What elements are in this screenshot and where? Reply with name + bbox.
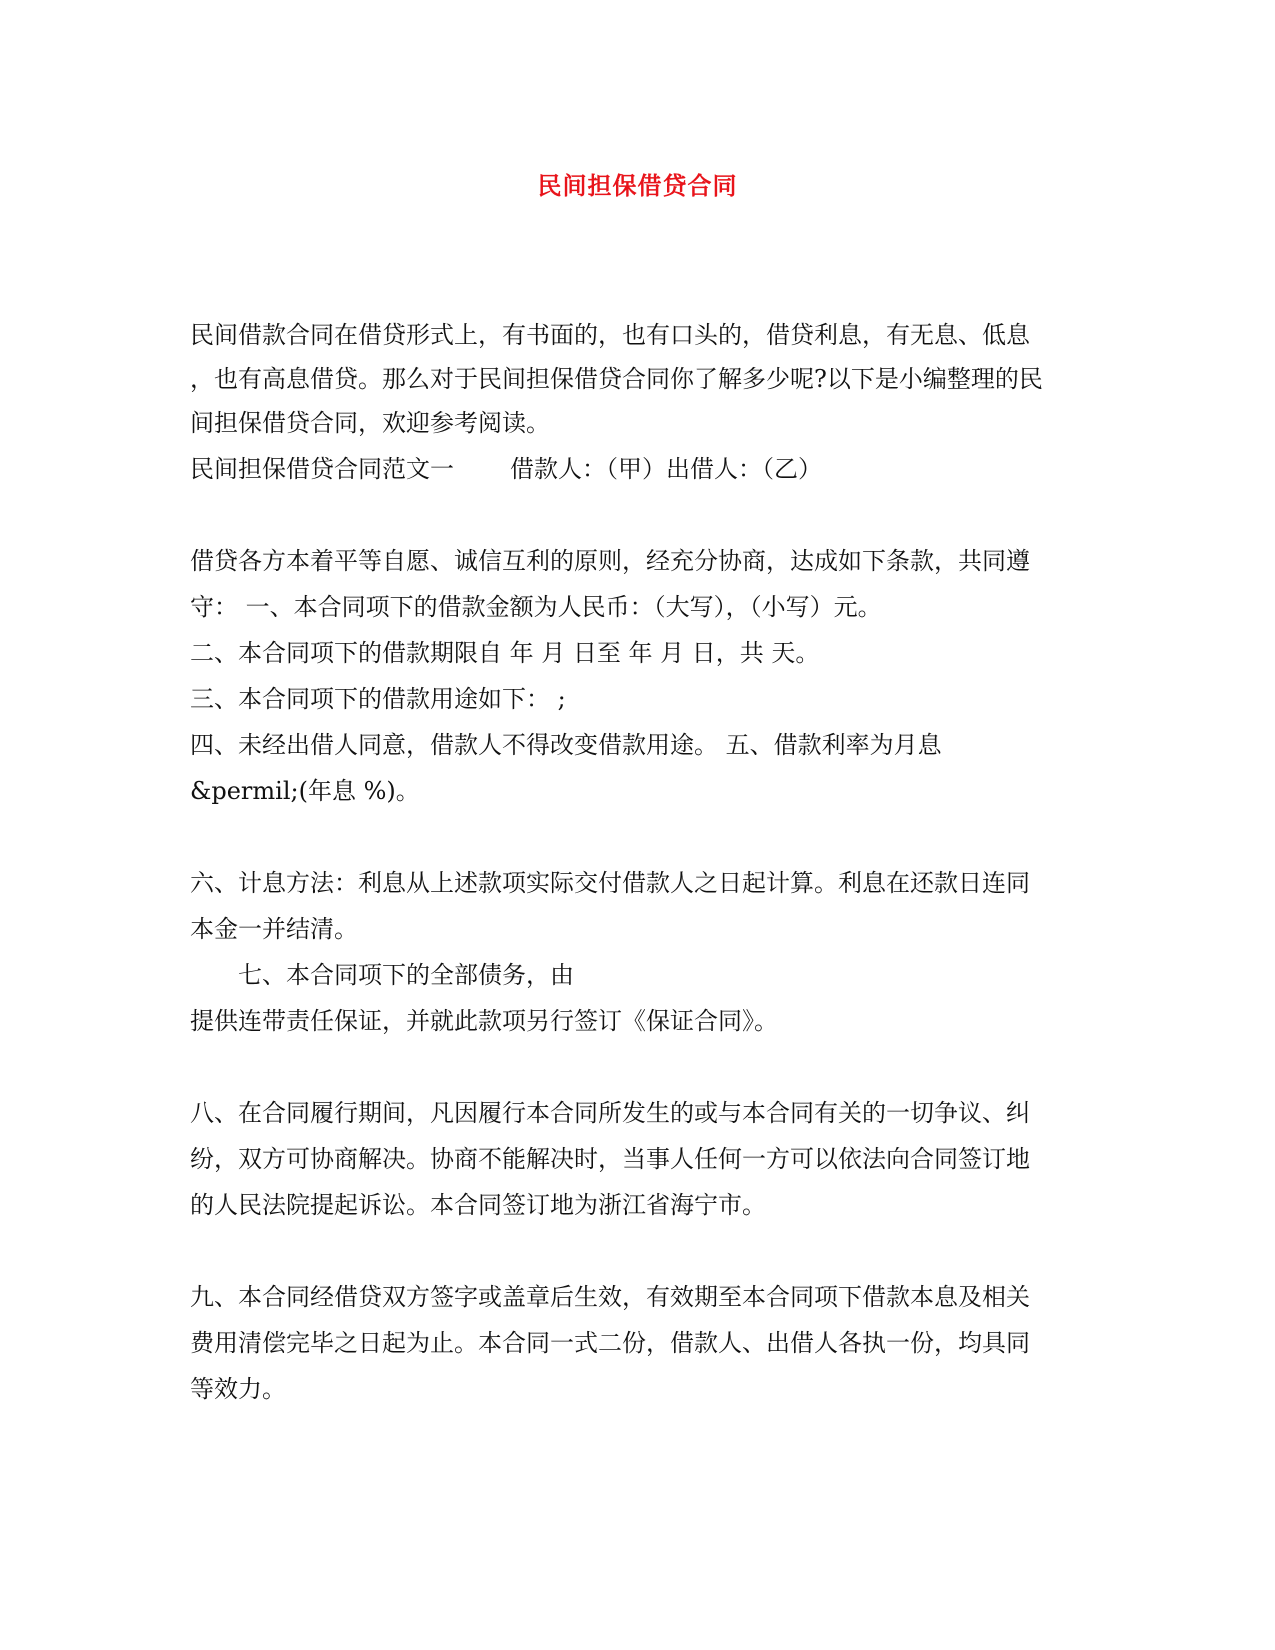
parties-line: 借款人：（甲）出借人：（乙） <box>510 455 822 483</box>
paragraph-line: 民间借款合同在借贷形式上，有书面的，也有口头的，借贷利息，有无息、低息 <box>190 321 1030 349</box>
paragraph-line: 费用清偿完毕之日起为止。本合同一式二份，借款人、出借人各执一份，均具同 <box>190 1329 1030 1357</box>
paragraph-line: 四、未经出借人同意，借款人不得改变借款用途。 五、借款利率为月息 <box>190 731 942 759</box>
paragraph-line: 提供连带责任保证，并就此款项另行签订《保证合同》。 <box>190 1007 778 1035</box>
document-title: 民间担保借贷合同 <box>537 172 738 200</box>
paragraph-line: 六、计息方法：利息从上述款项实际交付借款人之日起计算。利息在还款日连同 <box>190 869 1030 897</box>
paragraph-line: 纷，双方可协商解决。协商不能解决时，当事人任何一方可以依法向合同签订地 <box>190 1145 1030 1173</box>
paragraph-line: &permil;(年息 %)。 <box>190 777 420 805</box>
paragraph-line: 三、本合同项下的借款用途如下： ; <box>190 685 566 713</box>
paragraph-line: 二、本合同项下的借款期限自 年 月 日至 年 月 日，共 天。 <box>190 639 820 667</box>
sample-heading-line <box>190 452 1090 486</box>
paragraph-line: 七、本合同项下的全部债务，由 <box>238 961 574 989</box>
sample-heading: 民间担保借贷合同范文一 <box>190 455 454 483</box>
paragraph-line: 八、在合同履行期间，凡因履行本合同所发生的或与本合同有关的一切争议、纠 <box>190 1099 1030 1127</box>
paragraph-line: 等效力。 <box>190 1375 286 1403</box>
paragraph-line: 间担保借贷合同，欢迎参考阅读。 <box>190 409 550 437</box>
paragraph-line: 本金一并结清。 <box>190 915 358 943</box>
paragraph-line: 的人民法院提起诉讼。本合同签订地为浙江省海宁市。 <box>190 1191 766 1219</box>
paragraph-line: ，也有高息借贷。那么对于民间担保借贷合同你了解多少呢?以下是小编整理的民 <box>190 365 1043 393</box>
paragraph-line: 九、本合同经借贷双方签字或盖章后生效，有效期至本合同项下借款本息及相关 <box>190 1283 1030 1311</box>
paragraph-line: 守： 一、本合同项下的借款金额为人民币：（大写），（小写）元。 <box>190 593 882 621</box>
paragraph-line: 借贷各方本着平等自愿、诚信互利的原则，经充分协商，达成如下条款，共同遵 <box>190 547 1030 575</box>
